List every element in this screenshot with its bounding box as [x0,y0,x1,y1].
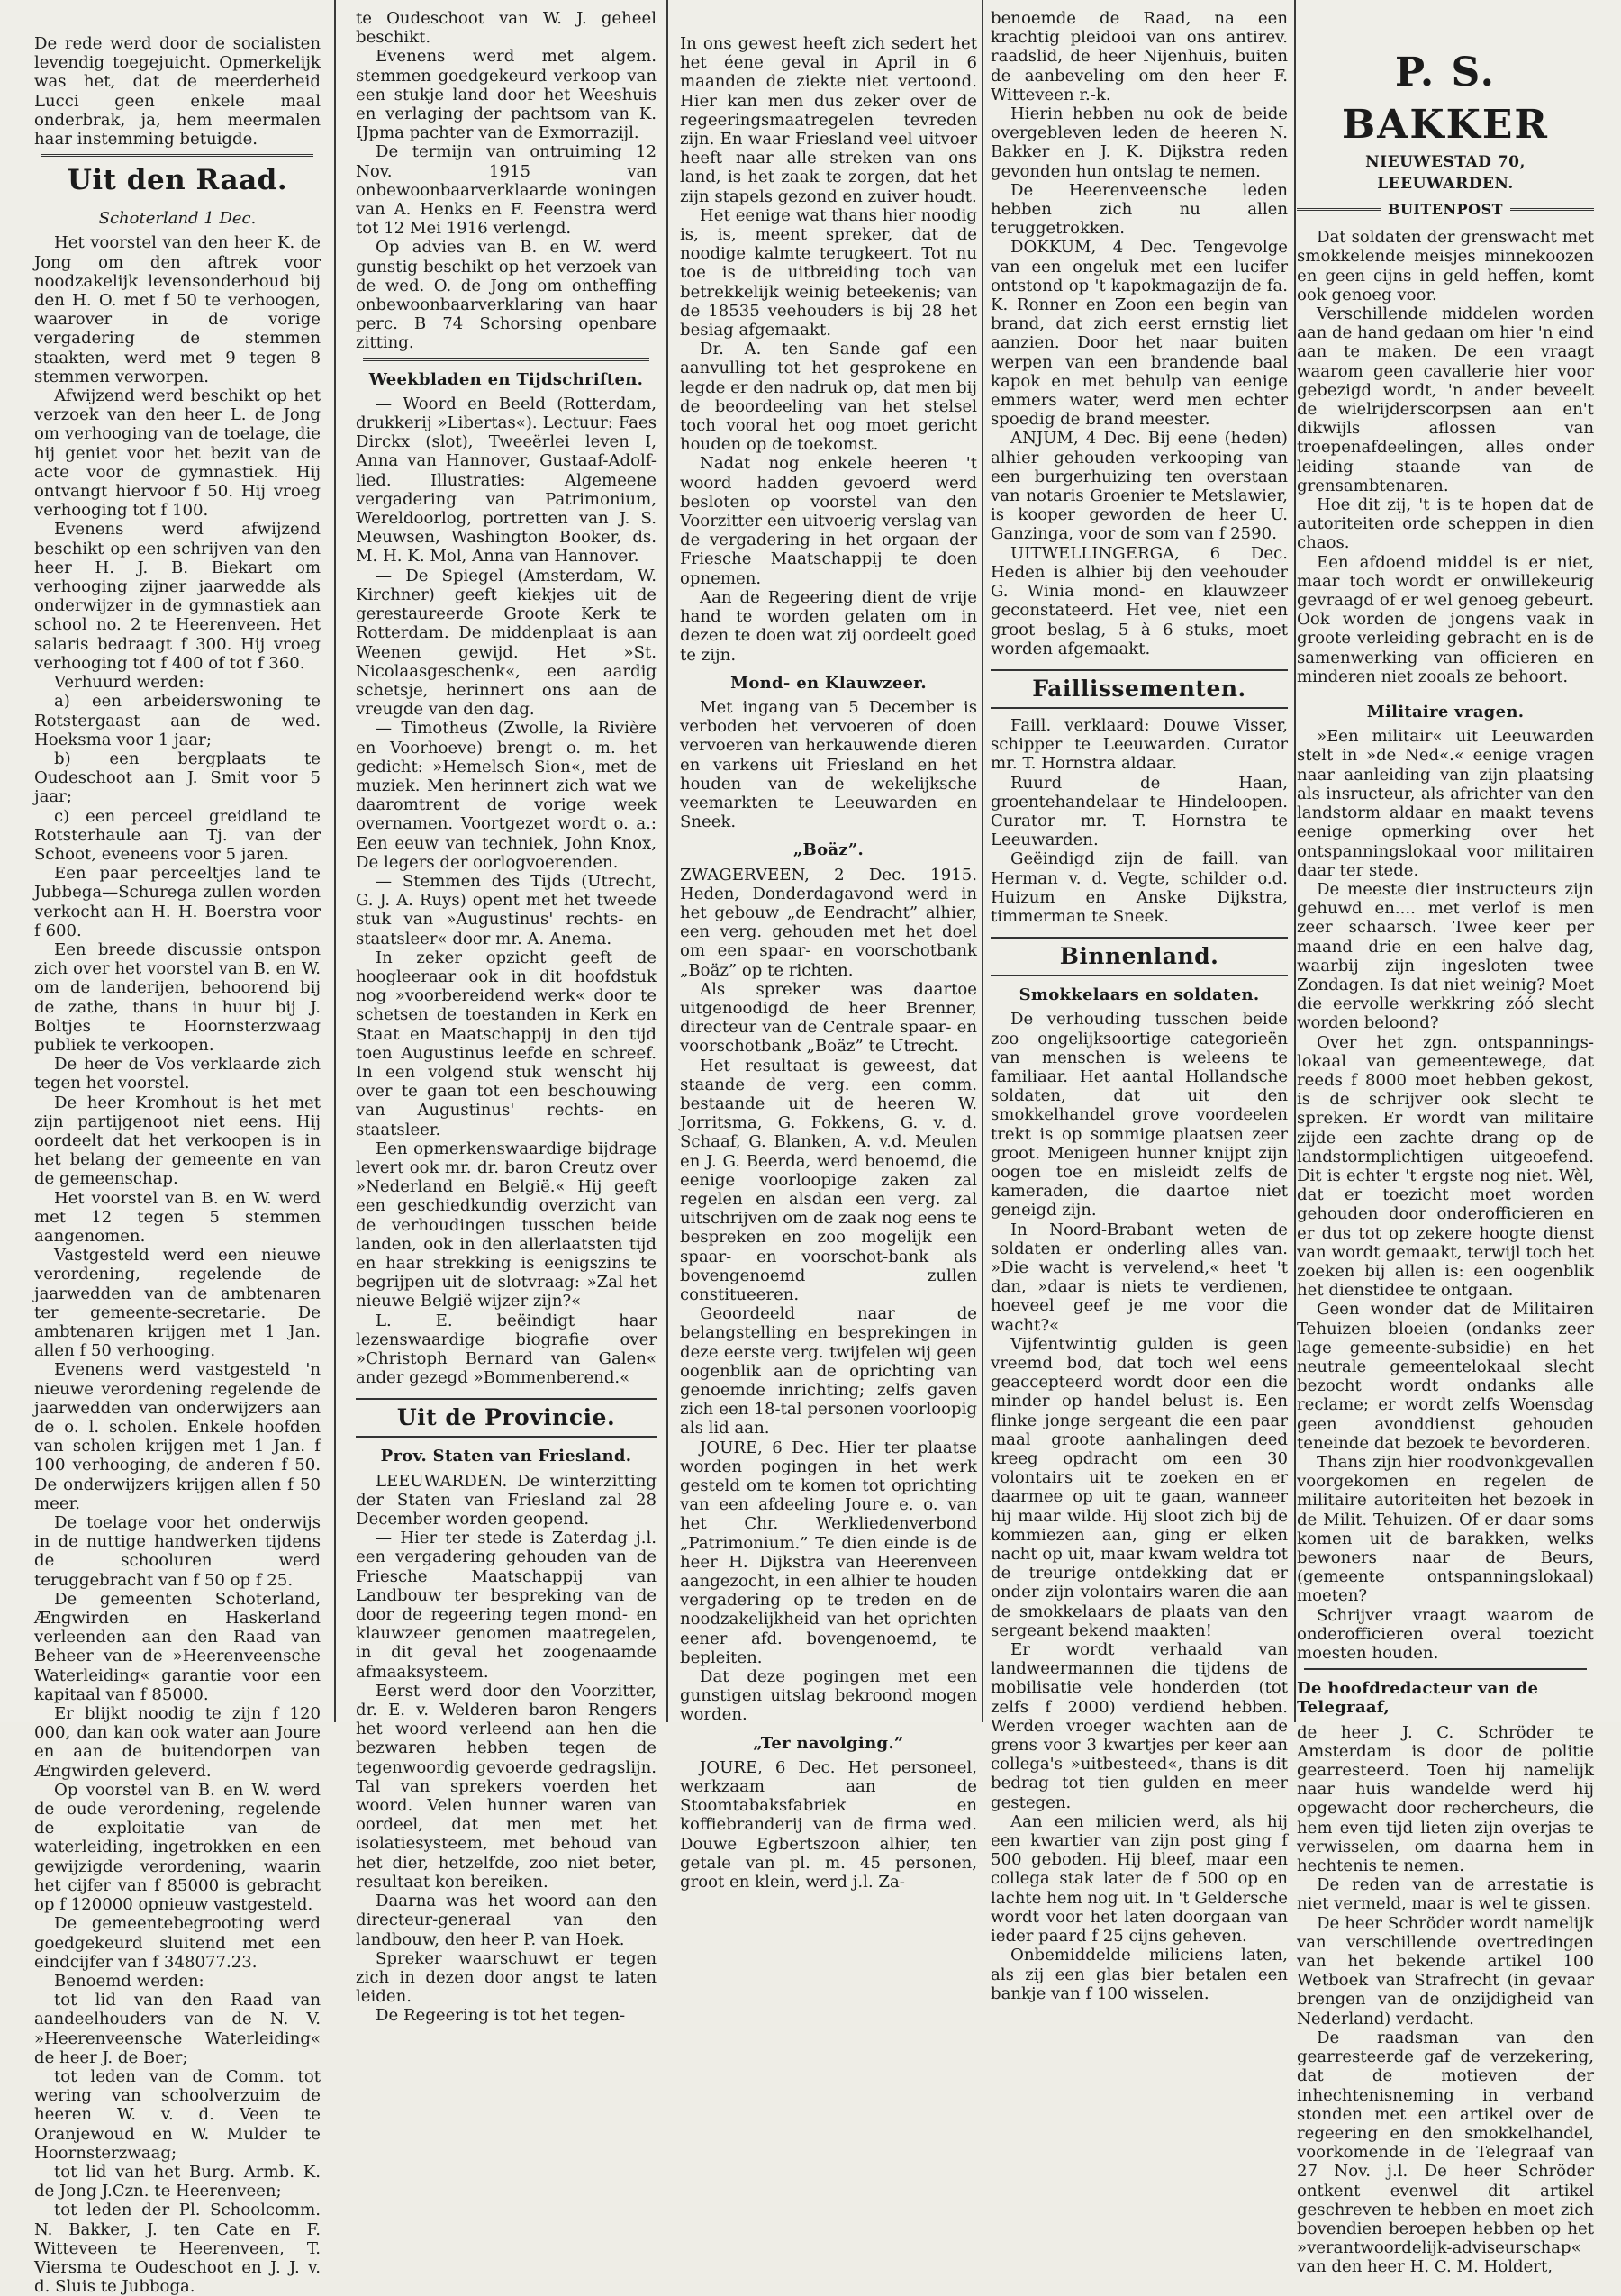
paragraph: In zeker opzicht geeft de hoogleeraar ook in dit hoofdstuk nog »voorbereidend werk« door te schetsen de toestanden in Kerk en Staat en Maatschappij in den tijd toen Augustinus leefde en schreef. In een volgend stuk wenscht hij over te gaan tot een beschouwing van Augustinus' rechts- en staatsleer. [356,948,657,1139]
section-title-militaire-vragen: Militaire vragen. [1366,703,1525,722]
section-subtitle: Schoterland 1 Dec. [98,209,257,229]
paragraph: Faill. verklaard: Douwe Visser, schipper te Leeuwarden. Curator mr. T. Hornstra aldaar. [991,715,1288,774]
section-header-box [991,937,1288,976]
paragraph: Dat deze pogingen met een gunstigen uitslag bekroond mogen worden. [680,1667,977,1725]
paragraph: Spreker waarschuwt er tegen zich in dezen door angst te laten leiden. [356,1948,657,2007]
section-title-boaz: „Boäz”. [792,840,865,860]
paragraph: Als spreker was daartoe uitgenoodigd de heer Brenner, directeur van de Centrale spaar- en voorschotbank „Boäz” te Utrecht. [680,979,977,1057]
section-title-weekbladen: Weekbladen en Tijdschriften. [368,369,644,389]
paragraph: De toelage voor het onderwijs in de nuttige handwerken tijdens de schooluren werd teruggebracht van f 50 op f 25. [34,1513,321,1590]
divider [1304,1668,1587,1670]
paragraph: De raadsman van den gearresteerde gaf de verzekering, dat de motieven der inhechtenisneming in verband stonden met een artikel over de regeering en den smokkelhandel, voorkomende in de Telegraaf van 27 Nov. j.l. De heer Schröder ontkent evenwel dit artikel geschreven te hebben en moet zich bovendien beroepen hebben op het »verantwoordelijk-adviseurschap« van den heer H. C. M. Holdert, [1297,2028,1594,2277]
paragraph: Evenens werd afwijzend beschikt op een schrijven van den heer H. J. B. Biekart om verhooging zijner jaarwedde als onderwijzer in de gymnastiek aan school no. 2 te Heerenveen. Het salaris bedraagt f 300. Hij vroeg verhooging tot f 400 of tot f 360. [34,520,321,673]
paragraph: LEEUWARDEN. De winterzitting der Staten van Friesland zal 28 December worden geopend. [356,1471,657,1529]
paragraph: ZWAGERVEEN, 2 Dec. 1915. Heden, Donderdagavond werd in het gebouw „de Eendracht” alhier, een verg. gehouden met het doel om een spaar- en voorschotbank „Boäz” op te richten. [680,865,977,980]
paragraph: JOURE, 6 Dec. Het personeel, werkzaam aan de Stoomtabaksfabriek en koffiebranderij van de firma wed. Douwe Egbertszoon alhier, ten getale van pl. m. 45 personen, groot en klein, werd j.l. Za- [680,1757,977,1892]
paragraph: Er blijkt noodig te zijn f 120 000, dan kan ook water aan Joure en aan de buitendorpen van Ængwirden geleverd. [34,1704,321,1781]
column-rule [982,0,983,1722]
section-subtitle: Prov. Staten van Friesland. [380,1447,632,1466]
paragraph: tot lid van het Burg. Armb. K. de Jong J.Czn. te Heerenveen; [34,2162,321,2201]
paragraph: De reden van de arrestatie is niet vermeld, maar is wel te gissen. [1297,1875,1594,1914]
paragraph: Een afdoend middel is er niet, maar toch wordt er onwillekeurig gevraagd of er wel genoeg gebeurt. Ook worden de jongens vaak in groote verleiding gebracht en is de samenwerking van officieren en minderen niet zooals ze behoort. [1297,552,1594,686]
column-rule [1294,0,1296,1722]
paragraph: tot leden van de Comm. tot wering van schoolverzuim de heeren W. v. d. Veen te Oranjewoud en W. Mulder te Hoornsterzwaag; [34,2066,321,2163]
column-3-pre [680,34,977,665]
paragraph: Ruurd de Haan, groentehandelaar te Hindeloopen. Curator mr. T. Hornstra te Leeuwarden. [991,773,1288,850]
paragraph: — Hier ter stede is Zaterdag j.l. een vergadering gehouden van de Friesche Maatschappij van Landbouw ter bespreking van de door de regeering tegen mond- en klauwzeer genomen maatregelen, in dit geval het zoogenaamde afmaaksysteem. [356,1529,657,1682]
paragraph: Verhuurd werden: [54,673,204,693]
paragraph: De termijn van ontruiming 12 Nov. 1915 van onbewoonbaarverklaarde woningen van A. Henks en F. Feenstra werd tot 12 Mei 1916 verlengd. [356,142,657,239]
column-4-pre [991,9,1288,658]
paragraph: Geen wonder dat de Militairen Tehuizen bloeien (ondanks zeer lage gemeente-subsidie) en het neutrale gemeentelokaal slecht bezocht wordt ondanks alle reclame; er wordt zelfs Woensdag geen avonddienst gehouden teneinde dat bezoek te bevorderen. [1297,1300,1594,1453]
paragraph: Afwijzend werd beschikt op het verzoek van den heer L. de Jong om verhooging van de toelage, die hij geniet voor het bezit van de acte voor de gymnastiek. Hij ontvangt hiervoor f 50. Hij vroeg verhooging tot f 100. [34,386,321,521]
paragraph: Evenens werd vastgesteld 'n nieuwe verordening regelende de jaarwedden van onderwijzers aan de o. l. scholen. Enkele hoofden van scholen krijgen met 1 Jan. f 100 verhooging, de anderen f 50. De onderwijzers krijgen allen f 50 meer. [34,1360,321,1513]
paragraph: Thans zijn hier roodvonkgevallen voorgekomen en regelen de militaire autoriteiten het bezoek in de Milit. Tehuizen. Of er daar soms komen uit de barakken, welks bewoners naar de Beurs, (gemeente ontspanningslokaal) moeten? [1297,1453,1594,1606]
column-5 [1297,0,1594,2277]
paragraph: — Woord en Beeld (Rotterdam, drukkerij »Libertas«). Lectuur: Faes Dirckx (slot), Tweeërlei leven I, Anna van Hannover, Gustaaf-Adolf-lied. Illustraties: Algemeene vergadering van Patrimonium, Wereldoorlog, portretten van J. S. Meuwsen, Washington Booker, ds. M. H. K. Mol, Anna van Hannover. [356,394,657,567]
paragraph: Vastgesteld werd een nieuwe verordening, regelende de jaarwedden van de ambtenaren ter gemeente-secretarie. De ambtenaren krijgen met 1 Jan. allen f 50 verhooging. [34,1246,321,1361]
paragraph: a) een arbeiderswoning te Rotstergaast aan de wed. Hoeksma voor 1 jaar; [34,692,321,749]
column-1 [34,34,321,2296]
paragraph: De rede werd door de socialisten levendig toegejuicht. Opmerkelijk was het, dat de meerderheid Lucci geen enkele maal onderbrak, ja, hem meermalen haar instemming betuigde. [34,34,321,150]
column-4 [991,9,1288,2003]
paragraph: De gemeenten Schoterland, Ængwirden en Haskerland verleenden aan den Raad van Beheer van de »Heerenveensche Waterleiding« garantie voor een kapitaal van f 85000. [34,1589,321,1704]
paragraph: Aan een milicien werd, als hij een kwartier van zijn post ging f 500 geboden. Hij bleef, maar een collega stak later de f 500 op en lachte hem nog uit. In 't Geldersche wordt voor het laten doorgaan van ieder paard f 25 cijns geheven. [991,1811,1288,1947]
paragraph: Op advies van B. en W. werd gunstig beschikt op het verzoek van de wed. O. de Jong om ontheffing onbewoonbaarverklaring van haar perc. B 74 Schorsing openbare zitting. [356,238,657,353]
column-3-body [680,866,977,1725]
paragraph: Schrijver vraagt waarom de onderofficieren overal toezicht moesten houden. [1297,1605,1594,1664]
column-4-body [991,716,1288,926]
paragraph: De heer Kromhout is het met zijn partijgenoot niet eens. Hij oordeelt dat het verkoopen is in het belang der gemeente en van de gemeenschap. [34,1093,321,1189]
paragraph: tot leden der Pl. Schoolcomm. N. Bakker, J. ten Cate en F. Witteveen te Heerenveen, T. Viersma te Oudeschoot en J. J. v. d. Sluis te Jubboga. [34,2201,321,2296]
paragraph: Geëindigd zijn de faill. van Herman v. d. Vegte, schilder o.d. Huizum en Anske Dijkstra, timmerman te Sneek. [991,849,1288,926]
column-rule [666,0,668,1722]
column-1-body [34,233,321,2296]
paragraph: De heer Schröder wordt namelijk van verschillende overtredingen van het bekende artikel 100 Wetboek van Strafrecht (in gevaar brengen van de onzijdigheid van Nederland) verdacht. [1297,1913,1594,2028]
column-rule [334,0,336,1722]
section-subtitle: Smokkelaars en soldaten. [1019,985,1260,1005]
paragraph: Eerst werd door den Voorzitter, dr. E. v. Welderen baron Rengers het woord verleend aan hen die bezwaren hebben tegen de tegenwoordig gevoerde gedragslijn. Tal van sprekers voerden het woord. Velen hunner waren van oordeel, dat men met het isolatiesysteem, met behoud van het dier, hetzelfde, zoo niet beter, resultaat kon bereiken. [356,1681,657,1892]
paragraph: benoemde de Raad, na een krachtig pleidooi van ons antirev. raadslid, de heer Nijenhuis, buiten de aanbeveling om den heer F. Witteveen r.-k. [991,9,1288,104]
paragraph: — Timotheus (Zwolle, la Rivière en Voorhoeve) brengt o. m. het gedicht: »Hemelsch Sion«, met de muziek. Men herinnert zich wat we daaromtrent de vorige week overnamen. Voortgezet wordt o. a.: Een eeuw van techniek, John Knox, De legers der oorlogvoerenden. [356,719,657,872]
column-1-pre [34,34,321,149]
paragraph: — De Spiegel (Amsterdam, W. Kirchner) geeft kiekjes uit de gerestaureerde Groote Kerk te Rotterdam. De middenplaat is aan Weenen gewijd. Het »St. Nicolaasgeschenk«, een aardig schetsje, herinnert ons aan de vreugde van den dag. [356,566,657,720]
paragraph: Dr. A. ten Sande gaf een aanvulling tot het gesprokene en legde er den nadruk op, dat men bij de beoordeeling van het stelsel toch vooral het oog moet gericht houden op de toekomst. [680,340,977,455]
paragraph: De Regeering is tot het tegen- [376,2006,626,2026]
paragraph: Dat soldaten der grenswacht met smokkelende meisjes minnekoozen en geen cijns in geld heffen, komt ook genoeg voor. [1297,228,1594,304]
paragraph: De heer de Vos verklaarde zich tegen het voorstel. [34,1055,321,1094]
paragraph: In Noord-Brabant weten de soldaten er onderling alles van. »Die wacht is vervelend,« heet 't dan, »daar is niets te verdienen, hoeveel geef je me voor die wacht?« [991,1220,1288,1335]
column-5-body-3 [1297,1723,1594,2277]
paragraph: Hierin hebben nu ook de beide overgebleven leden de heeren N. Bakker en J. K. Dijkstra reden gevonden hun ontslag te nemen. [991,104,1288,181]
paragraph: Het eenige wat thans hier noodig is, is, meent spreker, dat de noodige kalmte terugkeert. Tot nu toe is de uitbreiding toch van betrekkelijk weinig beteekenis; van de 18535 veehouders is bij 28 het besiag afgemaakt. [680,205,977,340]
paragraph: Het resultaat is geweest, dat staande de verg. een comm. bestaande uit de heeren W. Jorritsma, G. Fokkens, G. v. d. Schaaf, G. Blanken, A. v.d. Meulen en J. G. Beerda, werd benoemd, die eenige voorloopige zaken zal regelen en alsdan een verg. zal uitschrijven om de zaak nog eens te bespreken en zoo mogelijk een spaar- en voorschot-bank als bovengenoemd zullen constitueeren. [680,1056,977,1304]
section-title-ter-navolging: „Ter navolging.” [753,1733,904,1753]
paragraph: JOURE, 6 Dec. Hier ter plaatse worden pogingen in het werk gesteld om te komen tot oprichting van een afdeeling Joure e. o. van het Chr. Werkliedenverbond „Patrimonium.” Te dien einde is de heer H. Dijkstra van Heerenveen aangezocht, in een alhier te houden vergadering op te treden en de noodzakelijkheid van het oprichten eener afd. bovengenoemd, te bepleiten. [680,1438,977,1667]
section-header-box [991,669,1288,709]
column-3 [680,34,977,1892]
section-title-uit-den-raad: Uit den Raad. [67,164,288,197]
paragraph: Nadat nog enkele heeren 't woord hadden gevoerd werd besloten op voorstel van den Voorzitter een uitvoerig verslag van de vergadering in het orgaan der Friesche Maatschappij te doen opnemen. [680,454,977,588]
paragraph: DOKKUM, 4 Dec. Tengevolge van een ongeluk met een lucifer ontstond op 't kapokmagazijn de fa. K. Ronner en Zoon een begin van brand, dat zich eerst ernstig liet aanzien. Door het naar buiten werpen van een brandende baal kapok en met behulp van eenige emmers water, werd men echter spoedig de brand meester. [991,238,1288,430]
paragraph: Aan de Regeering dient de vrije hand te worden gelaten om in dezen te doen wat zij oordeelt goed te zijn. [680,587,977,665]
paragraph: Een opmerkenswaardige bijdrage levert ook mr. dr. baron Creutz over »Nederland en België.« Hij geeft een geschiedkundig overzicht van de verhoudingen tusschen beide landen, ook in den allerlaatsten tijd en haar strekking is eenigszins te begrijpen uit de slotvraag: »Zal het nieuwe België wijzer zijn?« [356,1139,657,1311]
divider [1297,208,1381,211]
paragraph: tot lid van den Raad van aandeelhouders van de N. V. »Heerenveensche Waterleiding« de heer J. de Boer; [34,1991,321,2067]
section-title-telegraaf: De hoofdredacteur van de Telegraaf, [1297,1679,1539,1718]
column-2-pre [356,9,657,353]
section-title-faillissementen: Faillissementen. [1032,675,1246,702]
paragraph: De verhouding tusschen beide zoo ongelijksoortige categorieën van menschen is weleens te familiaar. Het aantal Hollandsche soldaten, dat uit den smokkelhandel grove voordeelen trekt is op sommige plaatsen zeer groot. Menigeen hunner knijpt zijn oogen toe en misleidt zelfs de kameraden, die daartoe niet geneigd zijn. [991,1010,1288,1221]
paragraph: L. E. beëindigt haar lezenswaardige biografie over »Christoph Bernard van Galen« ander gezegd »Bommenberend.« [356,1311,657,1388]
paragraph: Een paar perceeltjes land te Jubbega—Schurega zullen worden verkocht aan H. H. Boerstra voor f 600. [34,864,321,940]
paragraph: Met ingang van 5 December is verboden het vervoeren of doen vervoeren van herkauwende dieren en varkens uit Friesland en het houden van de wekelijksche veemarkten te Leeuwarden en Sneek. [680,697,977,832]
paragraph: Over het zgn. ontspannings-lokaal van gemeentewege, dat reeds f 8000 moet hebben gekost, is de schrijver ook slecht te spreken. Er wordt van militaire zijde een zachte drang op de landstormplichtigen uitgeoefend. Dit is echter 't ergste nog niet. Wèl, dat er toezicht moet worden gehouden door onderofficieren en er dus tot op zekere hoogte dienst van wordt gemaakt, terwijl toch het zoeken bij allen is: een oogenblik het dienstidee te ontgaan. [1297,1032,1594,1301]
paragraph: Een breede discussie ontspon zich over het voorstel van B. en W. om de landerijen, behoorend bij de zathe, thans in huur bij J. Boltjes te Hoornsterzwaag publiek te verkoopen. [34,939,321,1055]
advertiser-name: P. S. BAKKER [1342,50,1549,148]
paragraph: UITWELLINGERGA, 6 Dec. Heden is alhier bij den veehouder G. Winia mond- en klauwzeer geconstateerd. Het vee, niet een groot beslag, 5 à 6 stuks, moet worden afgemaakt. [991,543,1288,658]
column-5-body-2 [1297,727,1594,1663]
section-title-uit-de-provincie: Uit de Provincie. [396,1404,616,1431]
divider [1510,208,1594,211]
paragraph: de heer J. C. Schröder te Amsterdam is door de politie gearresteerd. Toen hij namelijk naar huis wandelde werd hij opgewacht door rechercheurs, die hem even tijd lieten zijn overjas te verwisselen, om daarna hem in hechtenis te nemen. [1297,1722,1594,1876]
paragraph: — Stemmen des Tijds (Utrecht, G. J. A. Ruys) opent met het tweede stuk van »Augustinus' rechts- en staatsleer« door mr. A. Anema. [356,871,657,948]
paragraph: Geoordeeld naar de belangstelling en besprekingen in deze eerste verg. twijfelen wij geen oogenblik aan de oprichting van genoemde inrichting; zelfs gaven zich een 18-tal personen voorloopig als lid aan. [680,1304,977,1438]
paragraph: In ons gewest heeft zich sedert het het éene geval in April in 6 maanden de ziekte niet vertoond. Hier kan men dus zeker over de regeeringsmaatregelen tevreden zijn. En waar Friesland veel uitvoer heeft naar alle streken van ons land, is het zaak te zorgen, dat het zijn stapels gezond en zuiver houdt. [680,34,977,206]
column-2-body [356,395,657,1388]
paragraph: Er wordt verhaald van landweermannen die tijdens de mobilisatie vele honderden (tot zelfs f 2000) verdiend hebben. Werden vroeger wachten aan de grens voor 3 kwartjes per keer aan collega's »uitbesteed«, thans is dit bedrag tot tien gulden en meer gestegen. [991,1640,1288,1812]
paragraph: De meeste dier instructeurs zijn gehuwd en.... met verlof is men zeer schaarsch. Twee keer per maand drie en een halve dag, waarbij zijn ingesloten twee Zondagen. Is dat niet weinig? Moet die eervolle werkkring zóó slecht worden beloond? [1297,879,1594,1033]
paragraph: De Heerenveensche leden hebben zich nu allen teruggetrokken. [991,180,1288,239]
section-title-binnenland: Binnenland. [1059,943,1219,970]
paragraph: c) een perceel greidland te Rotsterhaule aan Tj. van der Schoot, eveneens voor 5 jaren. [34,806,321,864]
paragraph: Het voorstel van B. en W. werd met 12 tegen 5 stemmen aangenomen. [34,1188,321,1246]
paragraph: Benoemd werden: [54,1971,204,1991]
divider [41,154,313,157]
paragraph: Evenens werd met algem. stemmen goedgekeurd verkoop van een stukje land door het Weeshuis en verlaging der pachtsom van K. IJpma pachter van de Exmorrazijl. [356,47,657,143]
paragraph: »Een militair« uit Leeuwarden stelt in »de Ned«.« eenige vragen naar aanleiding van zijn plaatsing als insructeur, als africhter van den landstorm aldaar en maakt tevens eenige opmerking over het ontspanningslokaal voor militairen daar ter stede. [1297,727,1594,880]
paragraph: Hoe dit zij, 't is te hopen dat de autoriteiten orde scheppen in dien chaos. [1297,495,1594,553]
paragraph: Daarna was het woord aan den directeur-generaal van den landbouw, den heer P. van Hoek. [356,1892,657,1949]
paragraph: b) een bergplaats te Oudeschoot aan J. Smit voor 5 jaar; [34,749,321,807]
column-4-body-2 [991,1010,1288,2003]
paragraph: Vijfentwintig gulden is geen vreemd bod, dat toch wel eens geaccepteerd wordt door een die minder op handel belust is. Een flinke jonge sergeant die een paar maal groote aanhalingen deed kreeg opdracht om een 30 volontairs uit te zoeken en er daarmee op uit te gaan, wanneer hij maar wilde. Hij sloot zich bij de kommiezen aan, ging er elken nacht op uit, maar kwam weldra tot de treurige ontdekking dat er onder zijn volontairs waren die aan de smokkelaars de plaats van den sergeant bekend maakten! [991,1334,1288,1640]
column-2-body-2 [356,1472,657,2026]
paragraph: Het voorstel van den heer K. de Jong om den aftrek voor noodzakelijk levensonderhoud bij den H. O. met f 50 te verhoogen, waarover in de vorige vergadering de stemmen staakten, werd met 9 tegen 8 stemmen verworpen. [34,233,321,386]
paragraph: ANJUM, 4 Dec. Bij eene (heden) alhier gehouden verkooping van een burgerhuizing ten overstaan van notaris Groenier te Metslawier, is kooper geworden de heer U. Ganzinga, voor de som van f 2590. [991,429,1288,544]
column-5-body [1297,228,1594,686]
column-2 [356,9,657,2026]
section-title-buitenpost [1297,200,1594,219]
section-header-box [356,1398,657,1438]
paragraph: te Oudeschoot van W. J. geheel beschikt. [356,9,657,48]
paragraph: Verschillende middelen worden aan de hand gedaan om hier 'n eind aan te maken. De een vraagt waarom geen cavallerie hier voor gebezigd wordt, 'n ander beveelt de wielrijderscorpsen aan en't dikwijls aflossen van troepenafdeelingen, alles onder leiding staande van de grensambtenaren. [1297,304,1594,495]
paragraph: Onbemiddelde miliciens laten, als zij een glas bier betalen een bankje van f 100 wisselen. [991,1946,1288,2003]
section-title-text: BUITENPOST [1387,201,1504,218]
advertiser-address: NIEUWESTAD 70, LEEUWARDEN. [1365,153,1526,193]
paragraph: Op voorstel van B. en W. werd de oude verordening, regelende de exploitatie van de waterleiding, ingetrokken en een gewijzigde verordening, waarin het cijfer van f 85000 is gebracht op f 120000 opnieuw vastgesteld. [34,1780,321,1915]
section-title-mond-en-klauwzeer: Mond- en Klauwzeer. [730,673,927,693]
paragraph: De gemeentebegrooting werd goedgekeurd sluitend met een eindcijfer van f 348077.23. [34,1914,321,1972]
divider [363,358,649,361]
